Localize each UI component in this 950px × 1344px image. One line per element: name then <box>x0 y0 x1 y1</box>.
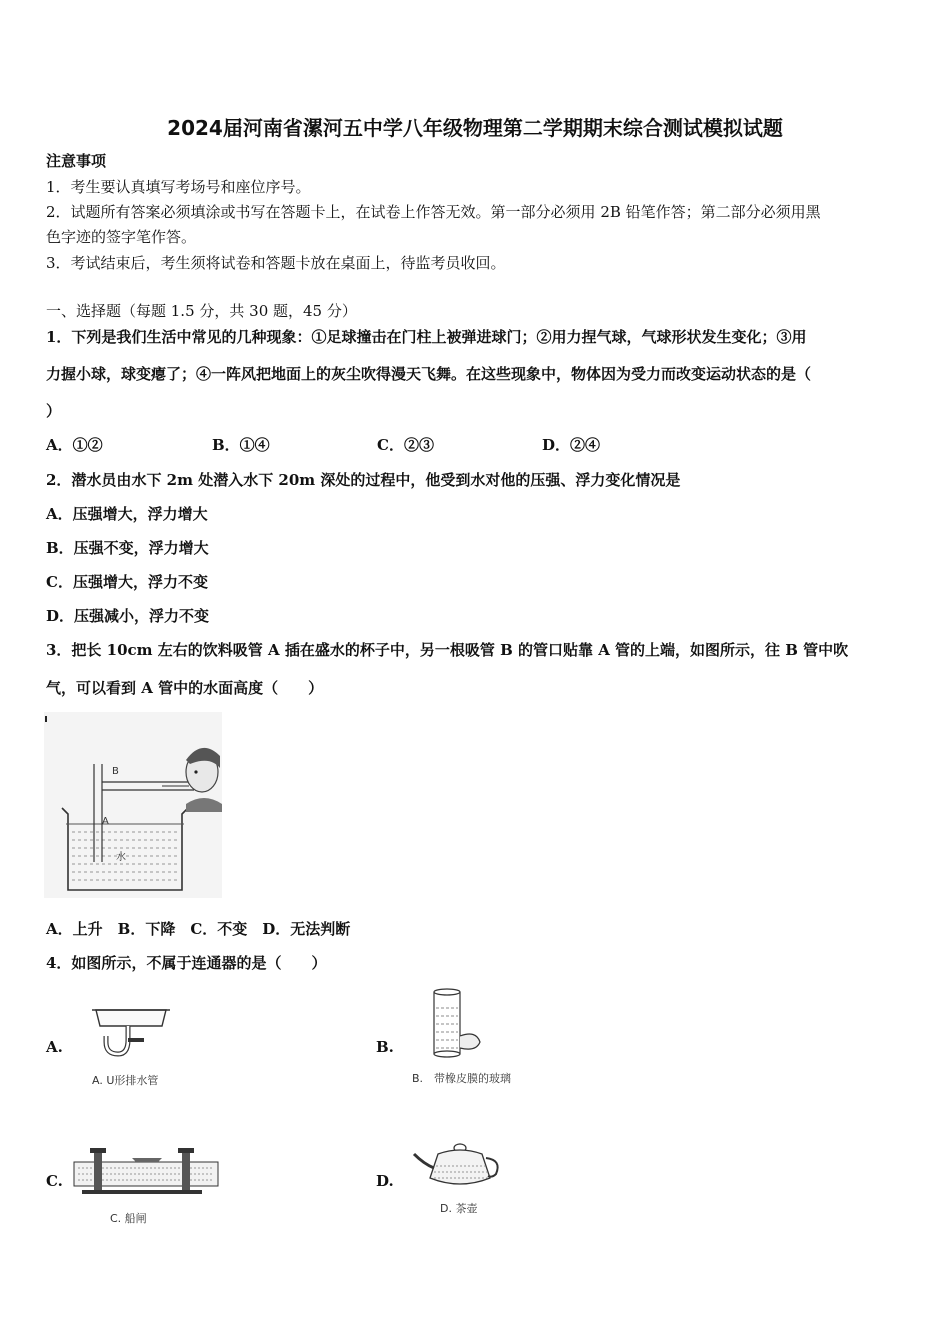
q4-option-c-letter: C. <box>46 1172 63 1190</box>
notice-heading: 注意事项 <box>46 152 107 170</box>
q2-option-c: C．压强增大，浮力不变 <box>46 573 208 591</box>
notice-item: 1．考生要认真填写考场号和座位序号。 <box>46 178 311 196</box>
q1-stem: 力握小球，球变瘪了；④一阵风把地面上的灰尘吹得漫天飞舞。在这些现象中，物体因为受力而改变运动状态的是（ <box>46 365 812 383</box>
q2-option-b: B．压强不变，浮力增大 <box>46 539 209 557</box>
q4-caption-d: D. 茶壶 <box>440 1202 478 1215</box>
q2-stem: 2．潜水员由水下 2m 处潜入水下 20m 深处的过程中，他受到水对他的压强、浮力变化情况是 <box>46 471 681 489</box>
u-drain-figure <box>88 996 178 1066</box>
q1-option-a: A．①② <box>46 436 103 454</box>
q4-option-b-letter: B. <box>376 1038 394 1056</box>
q3-stem: 气，可以看到 A 管中的水面高度（ ） <box>46 679 324 697</box>
section-heading: 一、选择题（每题 1.5 分，共 30 题，45 分） <box>46 302 357 320</box>
q1-option-d: D．②④ <box>542 436 601 454</box>
q4-option-d-letter: D. <box>376 1172 394 1190</box>
q4-stem: 4．如图所示，不属于连通器的是（ ） <box>46 954 327 972</box>
ship-lock-figure <box>72 1140 220 1204</box>
q3-straw-figure <box>44 712 222 898</box>
q1-option-c: C．②③ <box>377 436 434 454</box>
notice-item: 2．试题所有答案必须填涂或书写在答题卡上，在试卷上作答无效。第一部分必须用 2B 铅笔作答；第二部分必须用黑 <box>46 203 821 221</box>
glass-tube-figure <box>420 986 494 1062</box>
notice-item: 色字迹的签字笔作答。 <box>46 228 197 246</box>
q3-options: A．上升 B．下降 C．不变 D．无法判断 <box>46 920 351 938</box>
teapot-figure <box>410 1134 504 1194</box>
q1-stem: ） <box>46 402 62 420</box>
q4-caption-a: A. U形排水管 <box>92 1074 159 1087</box>
q2-option-a: A．压强增大，浮力增大 <box>46 505 208 523</box>
q4-caption-b: B. 带橡皮膜的玻璃 <box>412 1072 512 1085</box>
label-b: B <box>112 766 119 777</box>
q2-option-d: D．压强减小，浮力不变 <box>46 607 210 625</box>
q3-stem: 3．把长 10cm 左右的饮料吸管 A 插在盛水的杯子中，另一根吸管 B 的管口贴靠 A 管的上端，如图所示，往 B 管中吹 <box>46 641 849 659</box>
q4-option-a-letter: A. <box>46 1038 63 1056</box>
q1-stem: 1．下列是我们生活中常见的几种现象：①足球撞击在门柱上被弹进球门；②用力捏气球，气球形状发生变化；③用 <box>46 328 807 346</box>
page-title: 2024届河南省漯河五中学八年级物理第二学期期末综合测试模拟试题 <box>167 116 783 140</box>
notice-item: 3．考试结束后，考生须将试卷和答题卡放在桌面上，待监考员收回。 <box>46 254 506 272</box>
q1-option-b: B．①④ <box>212 436 270 454</box>
label-water: 水 <box>116 852 126 863</box>
q4-caption-c: C. 船闸 <box>110 1212 147 1225</box>
label-a: A <box>102 816 109 827</box>
